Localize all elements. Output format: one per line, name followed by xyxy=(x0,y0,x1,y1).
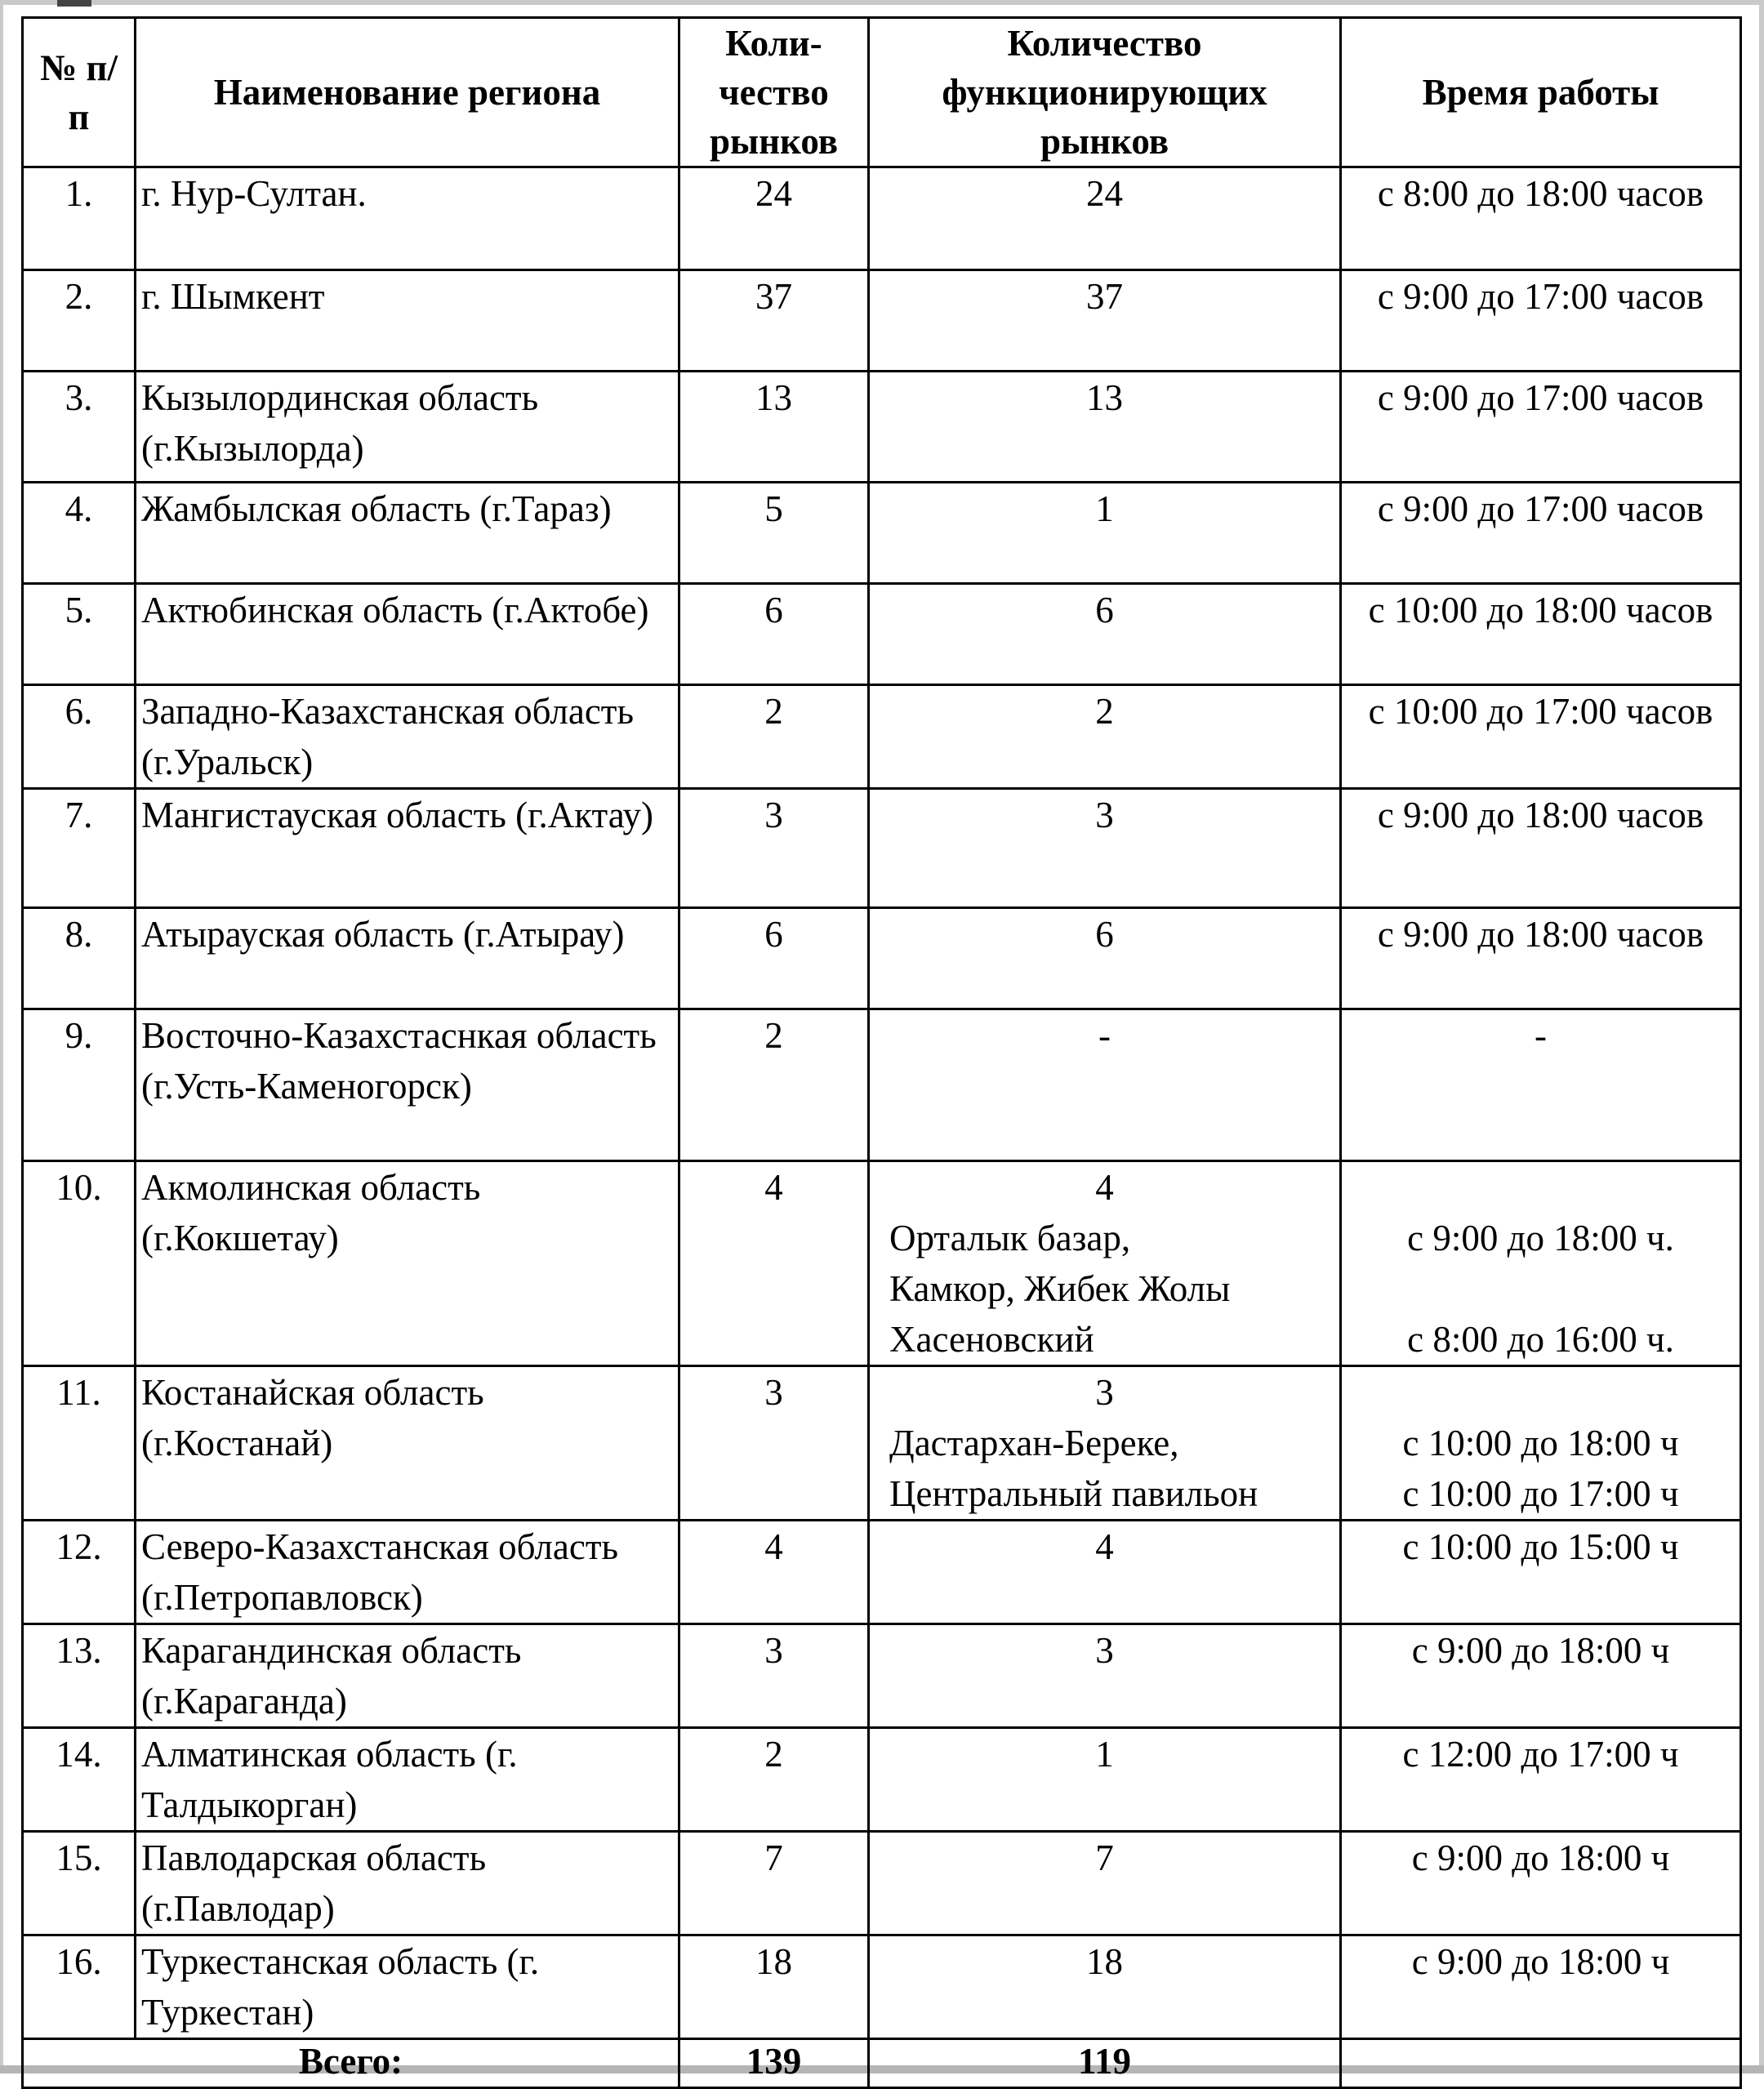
row-functioning-count: 1 xyxy=(869,1728,1341,1832)
row-working-hours: с 8:00 до 18:00 часов xyxy=(1341,167,1741,270)
functioning-market-name: Хасеновский xyxy=(889,1319,1094,1360)
table-row xyxy=(23,1366,1741,1521)
row-markets-count: 2 xyxy=(679,1728,869,1832)
table-row xyxy=(23,789,1741,908)
row-region: Кызылординская область (г.Кызылорда) xyxy=(136,372,679,483)
header-region: Наименование региона xyxy=(136,18,679,167)
row-functioning-count: 37 xyxy=(869,270,1341,372)
window-corner-mark xyxy=(57,0,91,7)
row-number: 11. xyxy=(23,1366,136,1521)
row-functioning-count: 24 xyxy=(869,167,1341,270)
row-working-hours: с 9:00 до 17:00 часов xyxy=(1341,270,1741,372)
row-region: Карагандинская область (г.Караганда) xyxy=(136,1624,679,1728)
row-markets-count: 2 xyxy=(679,685,869,789)
row-markets-count: 18 xyxy=(679,1935,869,2039)
row-functioning-count: 2 xyxy=(869,685,1341,789)
row-working-hours: с 12:00 до 17:00 ч xyxy=(1341,1728,1741,1832)
row-functioning-count xyxy=(869,1161,1341,1366)
table-row xyxy=(23,270,1741,372)
table-row xyxy=(23,1832,1741,1935)
row-markets-count: 6 xyxy=(679,584,869,685)
table-row xyxy=(23,1009,1741,1161)
row-markets-count: 13 xyxy=(679,372,869,483)
row-markets-count: 7 xyxy=(679,1832,869,1935)
row-number: 16. xyxy=(23,1935,136,2039)
functioning-count-value: 3 xyxy=(1095,1372,1114,1413)
row-working-hours: с 9:00 до 18:00 ч xyxy=(1341,1832,1741,1935)
row-functioning-count: 18 xyxy=(869,1935,1341,2039)
row-working-hours: с 10:00 до 17:00 часов xyxy=(1341,685,1741,789)
functioning-market-name: Камкор, Жибек Жолы xyxy=(889,1268,1231,1309)
row-functioning-count: - xyxy=(869,1009,1341,1161)
row-functioning-count: 3 xyxy=(869,789,1341,908)
total-hours xyxy=(1341,2039,1741,2088)
header-hours: Время работы xyxy=(1341,18,1741,167)
table-row xyxy=(23,584,1741,685)
row-number: 12. xyxy=(23,1521,136,1624)
row-region: Западно-Казахстанская область (г.Уральск) xyxy=(136,685,679,789)
row-working-hours: с 10:00 до 18:00 часов xyxy=(1341,584,1741,685)
row-number: 4. xyxy=(23,483,136,584)
row-number: 1. xyxy=(23,167,136,270)
window-top-edge xyxy=(0,0,1764,5)
row-markets-count: 3 xyxy=(679,1624,869,1728)
table-row xyxy=(23,1624,1741,1728)
working-hours-line xyxy=(1347,1162,1735,1213)
functioning-market-name: Дастархан-Береке, xyxy=(889,1423,1179,1463)
row-region: Мангистауская область (г.Актау) xyxy=(136,789,679,908)
working-hours-line: с 8:00 до 16:00 ч. xyxy=(1407,1319,1674,1360)
row-functioning-count: 6 xyxy=(869,584,1341,685)
row-markets-count: 37 xyxy=(679,270,869,372)
row-working-hours: с 9:00 до 18:00 ч xyxy=(1341,1935,1741,2039)
row-functioning-count: 6 xyxy=(869,908,1341,1009)
row-number: 15. xyxy=(23,1832,136,1935)
total-row xyxy=(23,2039,1741,2088)
row-working-hours: с 9:00 до 18:00 ч xyxy=(1341,1624,1741,1728)
header-row xyxy=(23,18,1741,167)
window-right-edge xyxy=(1759,0,1764,2073)
row-region: г. Шымкент xyxy=(136,270,679,372)
functioning-market-name: Центральный павильон xyxy=(889,1473,1258,1514)
row-region: Алматинская область (г. Талдыкорган) xyxy=(136,1728,679,1832)
row-markets-count: 6 xyxy=(679,908,869,1009)
row-region: Атырауская область (г.Атырау) xyxy=(136,908,679,1009)
table-row xyxy=(23,685,1741,789)
row-region: г. Нур-Султан. xyxy=(136,167,679,270)
table-row xyxy=(23,1161,1741,1366)
row-number: 7. xyxy=(23,789,136,908)
table-footer xyxy=(23,2039,1741,2088)
header-num: № п/п xyxy=(23,18,136,167)
row-markets-count: 4 xyxy=(679,1521,869,1624)
row-functioning-count: 4 xyxy=(869,1521,1341,1624)
working-hours-line: с 10:00 до 18:00 ч xyxy=(1402,1423,1679,1463)
row-markets-count: 3 xyxy=(679,789,869,908)
row-markets-count: 24 xyxy=(679,167,869,270)
table-body xyxy=(23,167,1741,2039)
row-markets-count: 3 xyxy=(679,1366,869,1521)
row-functioning-count xyxy=(869,1366,1341,1521)
row-working-hours: с 10:00 до 15:00 ч xyxy=(1341,1521,1741,1624)
table-row xyxy=(23,1935,1741,2039)
row-working-hours: с 9:00 до 18:00 часов xyxy=(1341,908,1741,1009)
table-row xyxy=(23,372,1741,483)
row-number: 10. xyxy=(23,1161,136,1366)
row-region: Туркестанская область (г. Туркестан) xyxy=(136,1935,679,2039)
row-number: 5. xyxy=(23,584,136,685)
row-functioning-count: 3 xyxy=(869,1624,1341,1728)
row-region: Жамбылская область (г.Тараз) xyxy=(136,483,679,584)
row-number: 9. xyxy=(23,1009,136,1161)
working-hours-line xyxy=(1347,1367,1735,1418)
table-row xyxy=(23,1521,1741,1624)
total-markets: 139 xyxy=(679,2039,869,2088)
row-region: Костанайская область (г.Костанай) xyxy=(136,1366,679,1521)
row-working-hours xyxy=(1341,1366,1741,1521)
row-number: 2. xyxy=(23,270,136,372)
functioning-count-value: 4 xyxy=(1095,1167,1114,1208)
row-number: 13. xyxy=(23,1624,136,1728)
working-hours-line: с 9:00 до 18:00 ч. xyxy=(1407,1218,1674,1258)
markets-table xyxy=(21,16,1742,2089)
working-hours-line xyxy=(1347,1263,1735,1314)
header-markets: Коли-чество рынков xyxy=(679,18,869,167)
total-functioning: 119 xyxy=(869,2039,1341,2088)
row-number: 8. xyxy=(23,908,136,1009)
row-functioning-count: 1 xyxy=(869,483,1341,584)
total-label: Всего: xyxy=(23,2039,679,2088)
row-region: Восточно-Казахстаснкая область (г.Усть-Каменогорск) xyxy=(136,1009,679,1161)
row-number: 3. xyxy=(23,372,136,483)
row-number: 14. xyxy=(23,1728,136,1832)
functioning-market-name: Орталык базар, xyxy=(889,1218,1131,1258)
window-left-edge xyxy=(0,0,3,2073)
row-region: Северо-Казахстанская область (г.Петропавловск) xyxy=(136,1521,679,1624)
table-row xyxy=(23,908,1741,1009)
row-region: Актюбинская область (г.Актобе) xyxy=(136,584,679,685)
row-markets-count: 4 xyxy=(679,1161,869,1366)
row-working-hours: с 9:00 до 17:00 часов xyxy=(1341,372,1741,483)
table-header xyxy=(23,18,1741,167)
row-working-hours: с 9:00 до 18:00 часов xyxy=(1341,789,1741,908)
row-working-hours: - xyxy=(1341,1009,1741,1161)
table-row xyxy=(23,1728,1741,1832)
row-markets-count: 2 xyxy=(679,1009,869,1161)
header-functioning: Количество функционирующих рынков xyxy=(869,18,1341,167)
table-row xyxy=(23,483,1741,584)
row-working-hours: с 9:00 до 17:00 часов xyxy=(1341,483,1741,584)
row-functioning-count: 13 xyxy=(869,372,1341,483)
row-number: 6. xyxy=(23,685,136,789)
row-markets-count: 5 xyxy=(679,483,869,584)
row-region: Акмолинская область (г.Кокшетау) xyxy=(136,1161,679,1366)
row-region: Павлодарская область (г.Павлодар) xyxy=(136,1832,679,1935)
table-row xyxy=(23,167,1741,270)
row-working-hours xyxy=(1341,1161,1741,1366)
row-functioning-count: 7 xyxy=(869,1832,1341,1935)
working-hours-line: с 10:00 до 17:00 ч xyxy=(1402,1473,1679,1514)
